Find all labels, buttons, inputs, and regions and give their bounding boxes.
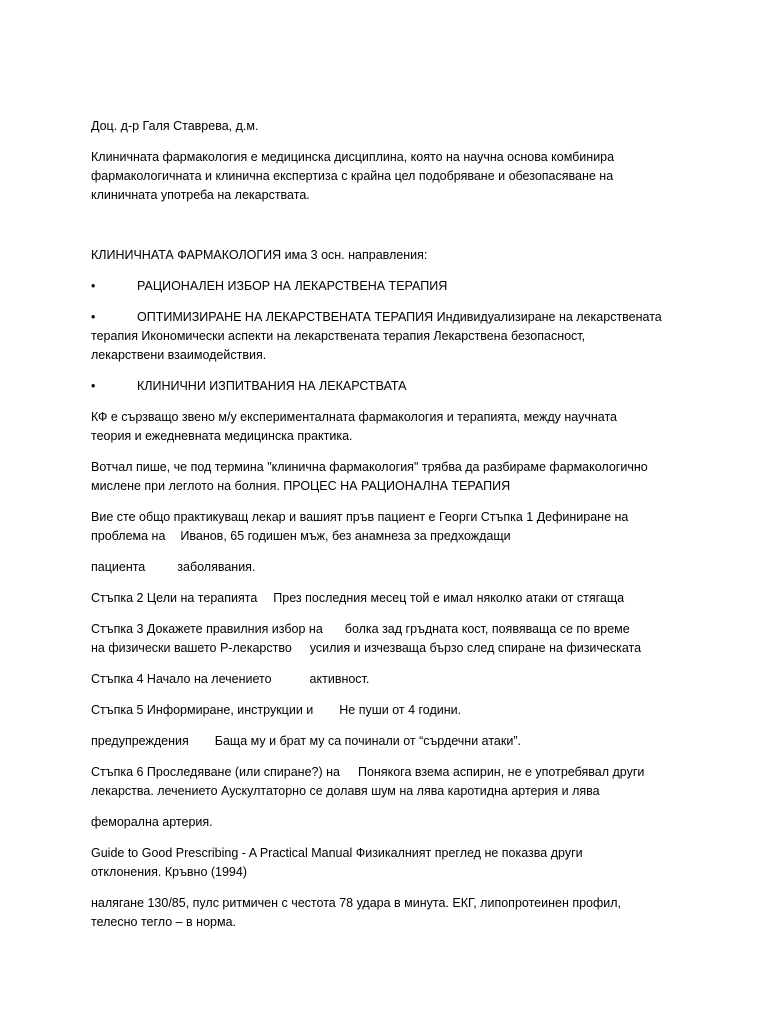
votchal-line-1: Вотчал пише, че под термина "клинична фармакология" трябва да разбираме фармакологично bbox=[91, 460, 648, 474]
case-line-6: на физически вашето P-лекарство усилия и изчезваща бързо след спиране на физическата bbox=[91, 641, 642, 655]
case-line-1: Вие сте общо практикуващ лекар и вашият пръв пациент е Георги Стъпка 1 Дефиниране на bbox=[91, 510, 629, 524]
bullet-icon: • bbox=[91, 279, 96, 293]
case-line-2: проблема на Иванов, 65 годишен мъж, без анамнеза за предхождащи bbox=[91, 529, 511, 543]
bullet-item-2-line-2: терапия Икономически аспекти на лекарствената терапия Лекарствена безопасност, bbox=[91, 329, 586, 343]
definition-line-1: Клиничната фармакология е медицинска дисциплина, която на научна основа комбинира bbox=[91, 150, 615, 164]
bullet-item-2-line-3: лекарствени взаимодействия. bbox=[91, 348, 267, 362]
case-line-11: лекарства. лечението Аускултаторно се долавя шум на лява каротидна артерия и лява bbox=[91, 784, 600, 798]
case-line-7: Стъпка 4 Начало на лечението активност. bbox=[91, 672, 370, 686]
case-line-3: пациента заболявания. bbox=[91, 560, 256, 574]
case-line-9: предупреждения Баща му и брат му са починали от “сърдечни атаки”. bbox=[91, 734, 521, 748]
definition-line-3: клиничната употреба на лекарствата. bbox=[91, 188, 310, 202]
case-line-8: Стъпка 5 Информиране, инструкции и Не пуши от 4 години. bbox=[91, 703, 462, 717]
case-line-12: феморална артерия. bbox=[91, 815, 213, 829]
votchal-line-2: мислене при леглото на болния. ПРОЦЕС НА РАЦИОНАЛНА ТЕРАПИЯ bbox=[91, 479, 511, 493]
bullet-item-2: • ОПТИМИЗИРАНЕ НА ЛЕКАРСТВЕНАТА ТЕРАПИЯ Индивидуализиране на лекарствената bbox=[91, 308, 691, 328]
bullet-item-3: • КЛИНИЧНИ ИЗПИТВАНИЯ НА ЛЕКАРСТВАТА bbox=[91, 377, 691, 397]
case-line-13: Guide to Good Prescribing - A Practical Manual Физикалният преглед не показва други bbox=[91, 846, 583, 860]
case-line-15: налягане 130/85, пулс ритмичен с честота 78 удара в минута. ЕКГ, липопротеинен профил, bbox=[91, 896, 622, 910]
bullet-icon: • bbox=[91, 379, 96, 393]
case-line-16: телесно тегло – в норма. bbox=[91, 915, 236, 929]
case-line-5: Стъпка 3 Докажете правилния избор на болка зад гръдната кост, появяваща се по време bbox=[91, 622, 630, 636]
bullet-item-1: • РАЦИОНАЛЕН ИЗБОР НА ЛЕКАРСТВЕНА ТЕРАПИЯ bbox=[91, 277, 691, 297]
case-line-10: Стъпка 6 Проследяване (или спиране?) на Понякога взема аспирин, не е употребявал други bbox=[91, 765, 645, 779]
case-line-14: отклонения. Кръвно (1994) bbox=[91, 865, 247, 879]
kf-line-2: теория и ежедневната медицинска практика. bbox=[91, 429, 353, 443]
case-line-4: Стъпка 2 Цели на терапията През последния месец той е имал няколко атаки от стягаща bbox=[91, 591, 625, 605]
bullet-icon: • bbox=[91, 310, 96, 324]
kf-line-1: КФ е сързващо звено м/у експерименталната фармакология и терапията, между научната bbox=[91, 410, 617, 424]
author-line: Доц. д-р Галя Ставрева, д.м. bbox=[91, 119, 259, 133]
directions-heading: КЛИНИЧНАТА ФАРМАКОЛОГИЯ има 3 осн. направления: bbox=[91, 248, 428, 262]
definition-line-2: фармакологичната и клинична експертиза с крайна цел подобряване и обезопасяване на bbox=[91, 169, 614, 183]
